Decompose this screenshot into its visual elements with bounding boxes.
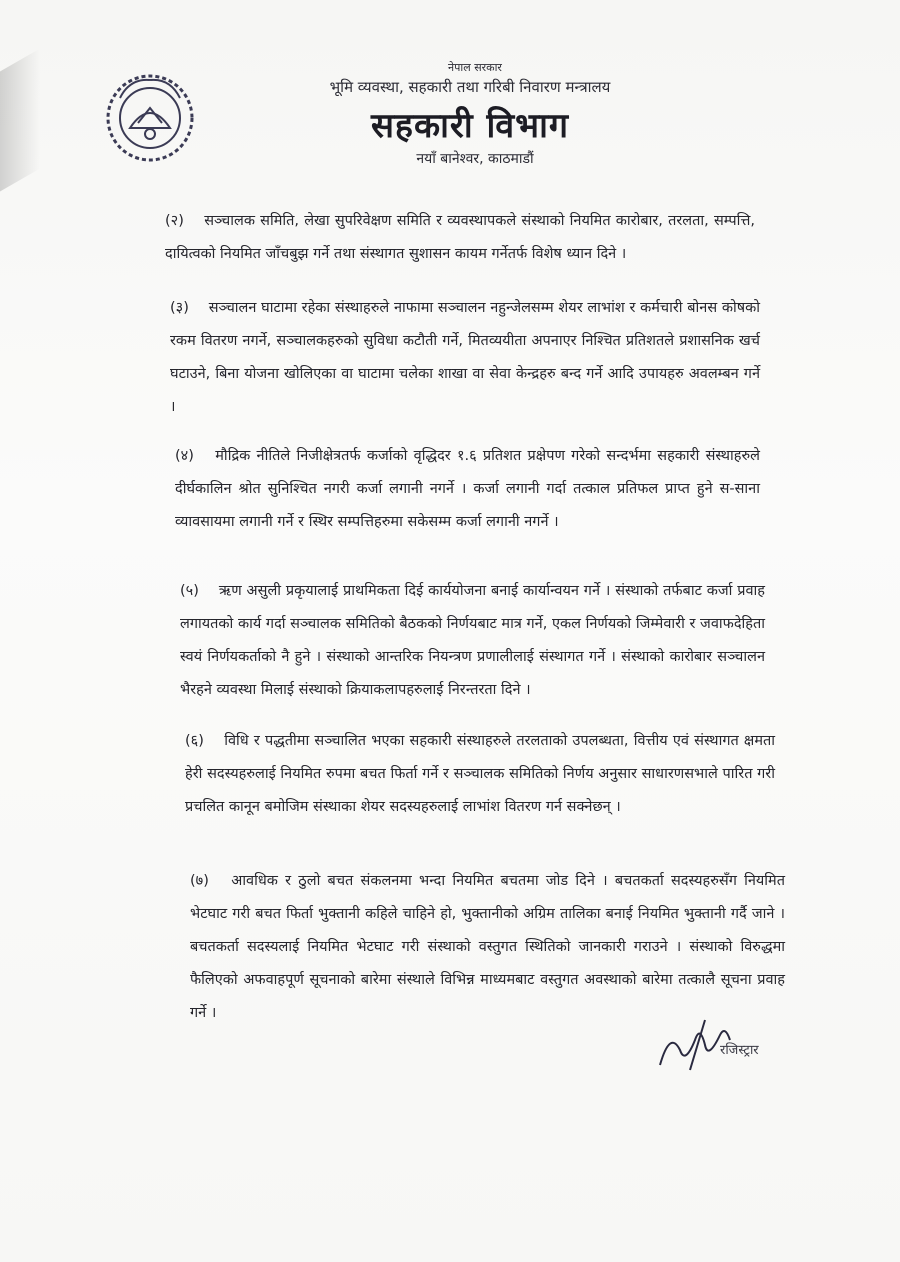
paragraph-7: [190, 865, 785, 1030]
government-name: नेपाल सरकार: [448, 61, 502, 74]
signature-designation: रजिस्ट्रार: [720, 1043, 759, 1058]
letterhead: [260, 60, 680, 168]
paragraph-3: [170, 292, 760, 424]
paragraph-number: (४): [175, 448, 194, 464]
department-name: सहकारी विभाग: [370, 106, 570, 146]
paragraph-text: ऋण असुली प्रकृयालाई प्राथमिकता दिई कार्ययोजना बनाई कार्यान्वयन गर्ने । संस्थाको तर्फबाट कर्जा प्रवाह लगायतको कार्य गर्दा सञ्चालक समितिको बैठकको निर्णयबाट मात्र गर्ने, एकल निर्णयको जिम्मेवारी र जवाफदेहिता स्वयं निर्णयकर्ताको नै हुने । संस्थाको आन्तरिक नियन्त्रण प्रणालीलाई संस्थागत गर्ने । संस्थाको कारोबार सञ्चालन भैरहने व्यवस्था मिलाई संस्थाको क्रियाकलापहरुलाई निरन्तरता दिने ।: [180, 583, 766, 698]
paragraph-number: (३): [170, 300, 189, 316]
paragraph-number: (६): [185, 733, 204, 749]
paragraph-number: (२): [165, 213, 184, 229]
paragraph-number: (५): [180, 583, 199, 599]
paragraph-6: [185, 725, 775, 824]
paragraph-4: [175, 440, 760, 539]
paragraph-text: मौद्रिक नीतिले निजीक्षेत्रतर्फ कर्जाको वृद्धिदर १.६ प्रतिशत प्रक्षेपण गरेको सन्दर्भमा सहकारी संस्थाहरुले दीर्घकालिन श्रोत सुनिश्चित नगरी कर्जा लगानी नगर्ने । कर्जा लगानी गर्दा तत्काल प्रतिफल प्राप्त हुने स-साना व्यावसायमा लगानी गर्ने र स्थिर सम्पत्तिहरुमा सकेसम्म कर्जा लगानी नगर्ने ।: [175, 448, 760, 530]
paragraph-5: [180, 575, 765, 707]
paragraph-text: आवधिक र ठुलो बचत संकलनमा भन्दा नियमित बचतमा जोड दिने । बचतकर्ता सदस्यहरुसँग नियमित भेटघाट गरी बचत फिर्ता भुक्तानी कहिले चाहिने हो, भुक्तानीको अग्रिम तालिका बनाई नियमित भुक्तानी गर्दै जाने । बचतकर्ता सदस्यलाई नियमित भेटघाट गरी संस्थाको वस्तुगत स्थितिको जानकारी गराउने । संस्थाको विरुद्धमा फैलिएको अफवाहपूर्ण सूचनाको बारेमा संस्थाले विभिन्न माध्यमबाट वस्तुगत अवस्थाको बारेमा तत्कालै सूचना प्रवाह गर्ने ।: [190, 873, 785, 1021]
paragraph-number: (७): [190, 873, 209, 889]
paragraph-text: सञ्चालन घाटामा रहेका संस्थाहरुले नाफामा सञ्चालन नहुन्जेलसम्म शेयर लाभांश र कर्मचारी बोनस कोषको रकम वितरण नगर्ने, सञ्चालकहरुको सुविधा कटौती गर्ने, मितव्ययीता अपनाएर निश्चित प्रतिशतले प्रशासनिक खर्च घटाउने, बिना योजना खोलिएका वा घाटामा चलेका शाखा वा सेवा केन्द्रहरु बन्द गर्ने आदि उपायहरु अवलम्बन गर्ने ।: [170, 300, 761, 415]
page-fold-shadow: [0, 48, 40, 191]
government-emblem-icon: [100, 68, 200, 168]
office-address: नयाँ बानेश्वर, काठमाडौं: [416, 151, 534, 167]
ministry-name: भूमि व्यवस्था, सहकारी तथा गरिबी निवारण मन्त्रालय: [329, 78, 611, 96]
paragraph-text: विधि र पद्धतीमा सञ्चालित भएका सहकारी संस्थाहरुले तरलताको उपलब्धता, वित्तीय एवं संस्थागत क्षमता हेरी सदस्यहरुलाई नियमित रुपमा बचत फिर्ता गर्ने र सञ्चालक समितिको निर्णय अनुसार साधारणसभाले पारित गरी प्रचलित कानून बमोजिम संस्थाका शेयर सदस्यहरुलाई लाभांश वितरण गर्न सक्नेछन् ।: [185, 733, 776, 815]
paragraph-text: सञ्चालक समिति, लेखा सुपरिवेक्षण समिति र व्यवस्थापकले संस्थाको नियमित कारोबार, तरलता, सम्पत्ति, दायित्वको नियमित जाँचबुझ गर्ने तथा संस्थागत सुशासन कायम गर्नेतर्फ विशेष ध्यान दिने ।: [165, 213, 755, 262]
paragraph-2: [165, 205, 755, 271]
